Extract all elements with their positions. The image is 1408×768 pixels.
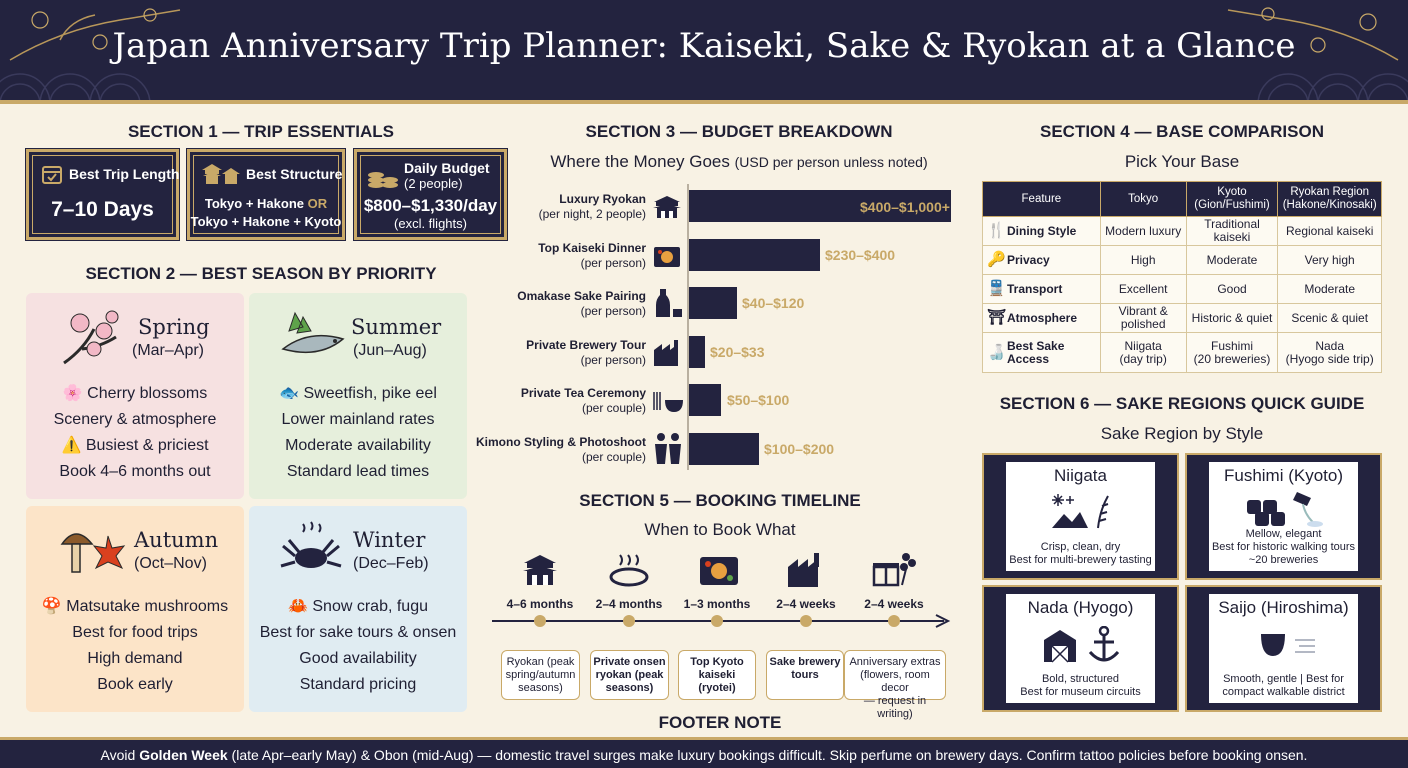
budget-bar-value: $40–$120 [742,295,805,311]
timeline-when: 4–6 months [506,597,574,611]
header-banner [0,0,1408,104]
footer-note-heading: FOOTER NOTE [658,713,782,732]
list-item: High demand [87,650,183,667]
list-item: 🐟 Sweetfish, pike eel [279,385,437,402]
timeline-dot [711,615,723,627]
section4-heading: SECTION 4 — BASE COMPARISON [1040,122,1324,141]
timeline-when: 2–4 months [595,597,663,611]
sake-region-card-nada [982,585,1179,712]
sake-region-desc: Crisp, clean, dry Best for multi-brewery tasting [1009,541,1152,566]
budget-bar-value: $400–$1,000+ [860,199,950,215]
list-item: Scenery & atmosphere [53,411,217,428]
sake-region-name: Nada (Hyogo) [1027,598,1134,617]
crab-icon [279,520,343,578]
table-header-row [983,182,1382,217]
chart-axis [687,184,689,470]
sake-region-name: Niigata [1054,466,1107,485]
table-feature-cell: 🍶Best Sake Access [983,333,1101,373]
timeline-dot [800,615,812,627]
season-months: (Oct–Nov) [134,555,207,572]
budget-bar-value: $100–$200 [764,441,835,457]
sake-bottle-icon: 🍶 [987,344,1006,361]
fish-leaf-icon [279,309,349,365]
table-row [983,217,1382,246]
section2-heading: SECTION 2 — BEST SEASON BY PRIORITY [85,264,437,283]
timeline-box: Ryokan (peak spring/autumn seasons) [501,650,580,700]
essential-card-trip-length [26,149,179,240]
sake-pairing-row-icon [654,287,684,319]
timeline-box: Top Kyoto kaiseki (ryotei) [678,650,756,700]
table-row [983,246,1382,275]
sake-region-desc: Mellow, elegant Best for historic walking tours ~20 breweries [1211,528,1356,566]
coins-icon [367,163,399,189]
footer-text-pre: Avoid [100,747,140,763]
list-item: 🌸 Cherry blossoms [62,385,208,402]
cherry-blossom-icon [60,309,124,365]
sake-region-name: Saijo (Hiroshima) [1218,598,1349,617]
table-feature-cell: ⛩Atmosphere [983,304,1101,333]
sake-region-card-saijo [1185,585,1382,712]
budget-row-label: Private Brewery Tour (per person) [526,338,646,367]
footer-text-bold: Golden Week [139,747,228,763]
table-cell: Scenic & quiet [1278,304,1382,333]
budget-label: Daily Budget [404,160,490,176]
ryokan-icon [522,553,558,587]
table-header: Feature [983,182,1101,217]
table-cell: Excellent [1100,275,1186,304]
kaiseki-row-icon [652,243,682,269]
section6-heading: SECTION 6 — SAKE REGIONS QUICK GUIDE [999,394,1365,413]
timeline-when: 2–4 weeks [776,597,836,611]
list-item: Standard pricing [299,676,417,693]
table-cell: Vibrant & polished [1100,304,1186,333]
key-icon: 🔑 [987,251,1006,268]
budget-bar-value: $50–$100 [727,392,790,408]
budget-bar [689,239,820,271]
table-cell: Modern luxury [1100,217,1186,246]
list-item: Book 4–6 months out [59,463,211,480]
barrels-icon [1245,490,1325,528]
season-name: Winter [353,528,426,552]
snow-rice-icon [1050,492,1114,530]
timeline-when: 1–3 months [683,597,751,611]
section5-subtitle: When to Book What [644,520,796,539]
section1-heading: SECTION 1 — TRIP ESSENTIALS [127,122,395,141]
timeline-dot [623,615,635,627]
table-cell: Regional kaiseki [1278,217,1382,246]
calendar-check-icon [41,163,63,185]
table-cell: Fushimi (20 breweries) [1186,333,1278,373]
table-cell: High [1100,246,1186,275]
season-months: (Mar–Apr) [132,342,205,359]
timeline-dot [888,615,900,627]
list-item: ⚠️ Busiest & priciest [61,437,209,454]
timeline-when: 2–4 weeks [864,597,924,611]
table-header: Ryokan Region (Hakone/Kinosaki) [1278,182,1382,217]
list-item: Moderate availability [285,437,431,454]
table-row [983,333,1382,373]
anchor-icon [1042,626,1122,664]
timeline-box: Anniversary extras (flowers, room decor — request in writing) [844,650,946,700]
season-name: Spring [138,315,210,339]
list-item: Best for food trips [72,624,198,641]
budget-bar [689,336,705,368]
list-item: Best for sake tours & onsen [259,624,457,641]
budget-row-label: Omakase Sake Pairing (per person) [517,289,646,318]
torii-icon: ⛩ [987,309,1007,326]
season-card-summer [249,293,467,499]
timeline-dot [534,615,546,627]
list-item: 🍄 Matsutake mushrooms [41,598,229,615]
budget-bar [689,384,721,416]
season-name: Autumn [134,528,219,552]
ryokan-row-icon [652,194,682,220]
table-feature-cell: 🚆Transport [983,275,1101,304]
brewery-row-icon [652,338,682,366]
table-cell: Niigata (day trip) [1100,333,1186,373]
table-feature-cell: 🍴Dining Style [983,217,1101,246]
kimono-couple-row-icon [652,432,684,466]
timeline-box: Private onsen ryokan (peak seasons) [590,650,669,700]
budget-bar-value: $20–$33 [710,344,765,360]
structure-line2: Tokyo + Hakone + Kyoto [190,214,342,229]
table-header: Tokyo [1100,182,1186,217]
budget-note: (excl. flights) [394,216,467,231]
pagoda-icon [200,162,240,186]
season-name: Summer [351,315,442,339]
sake-region-name: Fushimi (Kyoto) [1223,466,1344,485]
table-feature-cell: 🔑Privacy [983,246,1101,275]
table-row [983,304,1382,333]
sake-region-desc: Smooth, gentle | Best for compact walkable district [1222,673,1345,698]
budget-bar-value: $230–$400 [825,247,896,263]
structure-value [190,195,342,231]
budget-row-label: Private Tea Ceremony (per couple) [520,386,646,415]
train-icon: 🚆 [987,280,1006,297]
onsen-icon [608,553,650,587]
list-item: Lower mainland rates [281,411,435,428]
list-item: Standard lead times [286,463,430,480]
timeline-box: Sake brewery tours [766,650,844,700]
list-item: Good availability [299,650,417,667]
budget-row-label: Luxury Ryokan (per night, 2 people) [538,192,646,221]
budget-row-label: Top Kaiseki Dinner (per person) [538,241,646,270]
budget-chart-title: Where the Money Goes [550,152,730,171]
essential-card-budget [354,149,507,240]
trip-length-label: Best Trip Length [69,166,180,182]
season-card-winter [249,506,467,712]
section3-heading: SECTION 3 — BUDGET BREAKDOWN [585,122,893,141]
season-card-autumn [26,506,244,712]
table-cell: Historic & quiet [1186,304,1278,333]
footer-text-post: (late Apr–early May) & Obon (mid-Aug) — domestic travel surges make luxury bookings difficult. Skip perfume on brewery days. Confirm tattoo policies before booking onsen. [227,747,1308,763]
page-title: Japan Anniversary Trip Planner: Kaiseki, Sake & Ryokan at a Glance [112,26,1296,66]
kaiseki-icon [698,553,740,587]
budget-bar [689,287,737,319]
season-card-spring [26,293,244,499]
table-header: Kyoto (Gion/Fushimi) [1186,182,1278,217]
section5-heading: SECTION 5 — BOOKING TIMELINE [579,491,861,510]
mushroom-maple-icon [58,522,128,578]
list-item: Book early [97,676,173,693]
sake-region-desc: Bold, structured Best for museum circuits [1020,673,1141,698]
table-cell: Very high [1278,246,1382,275]
budget-sub: (2 people) [404,176,463,191]
section4-subtitle: Pick Your Base [1124,152,1240,171]
sake-region-card-niigata [982,453,1179,580]
budget-value: $800–$1,330/day [363,196,498,215]
season-months: (Dec–Feb) [353,555,429,572]
section3-subtitle [500,152,978,172]
budget-chart-note: (USD per person unless noted) [734,154,928,170]
table-cell: Moderate [1186,246,1278,275]
footer-bar [0,737,1408,768]
structure-label: Best Structure [246,166,343,182]
structure-or: OR [307,196,328,211]
brewery-icon [786,551,826,587]
table-cell: Moderate [1278,275,1382,304]
gift-icon [872,551,918,587]
budget-row-label: Kimono Styling & Photoshoot (per couple) [476,435,646,464]
essential-card-structure [187,149,345,240]
budget-bar [689,433,759,465]
sake-cup-icon [1259,630,1319,660]
trip-length-value: 7–10 Days [51,198,154,221]
table-cell: Traditional kaiseki [1186,217,1278,246]
utensils-icon: 🍴 [987,222,1006,239]
table-row [983,275,1382,304]
list-item: 🦀 Snow crab, fugu [288,598,428,615]
table-cell: Good [1186,275,1278,304]
structure-line1: Tokyo + Hakone [204,196,304,211]
base-comparison-table [982,181,1382,373]
season-months: (Jun–Aug) [353,342,427,359]
sake-region-card-fushimi [1185,453,1382,580]
section6-subtitle: Sake Region by Style [1100,424,1264,443]
table-cell: Nada (Hyogo side trip) [1278,333,1382,373]
tea-ceremony-row-icon [652,390,684,414]
